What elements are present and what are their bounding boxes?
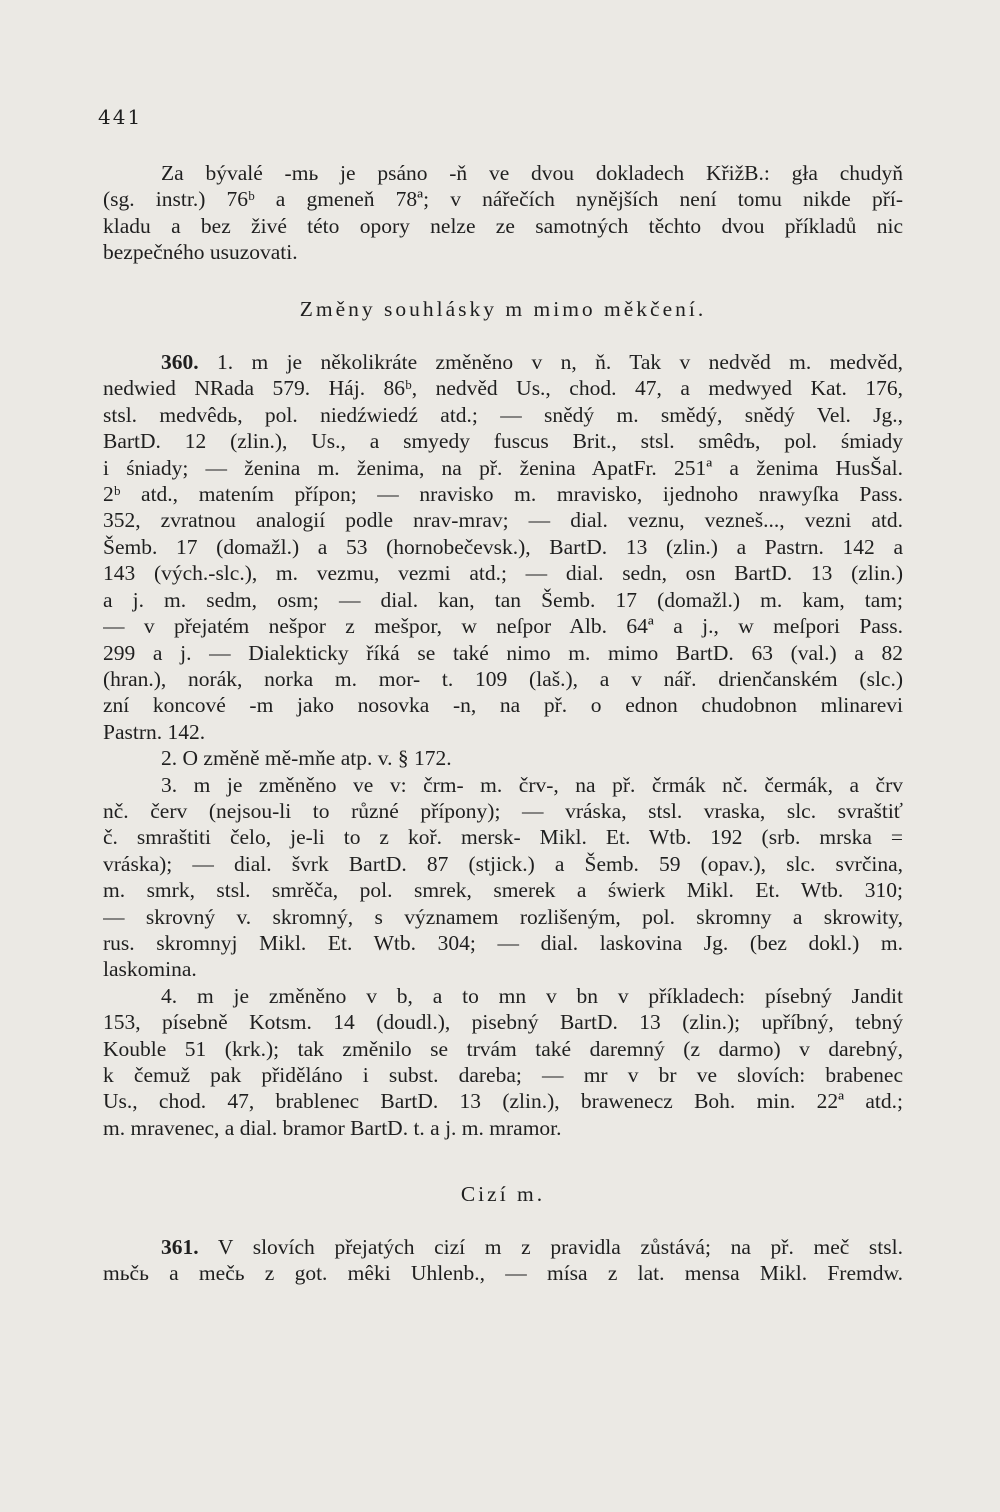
text-line: 2. O změně mě-mňe atp. v. § 172. <box>161 746 452 771</box>
section-361 <box>103 1234 903 1287</box>
text-line: Kouble 51 (krk.); tak změnilo se trvám také daremný (z darmo) v darebný, <box>103 1036 903 1061</box>
text-line: bezpečného usuzovati. <box>103 240 298 265</box>
text-line: 3. m je změněno ve v: črm- m. črv-, na př. črmák nč. čermák, a črv <box>161 772 903 797</box>
text-line: Us., chod. 47, brablenec BartD. 13 (zlin.), brawenecz Boh. min. 22ª atd.; <box>103 1089 903 1114</box>
section-number: 361. <box>161 1234 199 1259</box>
intro-paragraph <box>103 160 903 266</box>
text-line <box>103 1234 903 1260</box>
section-heading: Změny souhlásky m mimo měkčení. <box>299 296 707 321</box>
text-line: a j. m. sedm, osm; — dial. kan, tan Šemb. 17 (domažl.) m. kam, tam; <box>103 587 903 612</box>
text-line: (sg. instr.) 76ᵇ a gmeneň 78ª; v nářečích nynějších není tomu nikde pří- <box>103 187 903 212</box>
text-line: 2ᵇ atd., matením přípon; — nravisko m. mravisko, ijednoho nrawyſka Pass. <box>103 482 903 507</box>
text-line: 4. m je změněno v b, a to mn v bn v příkladech: písebný Jandit <box>161 983 903 1008</box>
page-number: 441 <box>98 105 143 129</box>
text-line: BartD. 12 (zlin.), Us., a smyedy fuscus Brit., stsl. smêdъ, pol. śmiady <box>103 429 903 454</box>
text-line: laskomina. <box>103 957 197 982</box>
text-line: rus. skromnyj Mikl. Et. Wtb. 304; — dial. laskovina Jg. (bez dokl.) m. <box>103 930 903 955</box>
text-line: 299 a j. — Dialekticky říká se také nimo m. mimo BartD. 63 (val.) a 82 <box>103 640 903 665</box>
section-number: 360. <box>161 350 199 375</box>
text-line: Pastrn. 142. <box>103 719 206 744</box>
text-line <box>103 349 903 375</box>
text-line: m. smrk, stsl. smrěča, pol. smrek, smerek a świerk Mikl. Et. Wtb. 310; <box>103 878 903 903</box>
text-line: i śniady; — ženina m. ženima, na př. ženina ApatFr. 251ª a ženima HusŠal. <box>103 455 903 480</box>
text-line: nč. červ (nejsou-li to různé přípony); — vráska, stsl. vraska, slc. svraštiť <box>103 798 903 823</box>
text-line: stsl. medvêdь, pol. niedźwiedź atd.; — snědý m. smědý, snědý Vel. Jg., <box>103 402 903 427</box>
text-line: Šemb. 17 (domažl.) a 53 (hornobečevsk.), BartD. 13 (zlin.) a Pastrn. 142 a <box>103 534 903 559</box>
section-360 <box>103 349 903 1141</box>
text-line: zní koncové -m jako nosovka -n, na př. o ednon chudobnon mlinarevi <box>103 693 903 718</box>
text-line: — skrovný v. skromný, s významem rozlišeným, pol. skromny a skrowity, <box>103 904 903 929</box>
text-line: 352, zvratnou analogií podle nrav-mrav; — dial. veznu, vezneš..., vezni atd. <box>103 508 903 533</box>
text-line: nedwied NRada 579. Háj. 86ᵇ, nedvěd Us., chod. 47, a medwyed Kat. 176, <box>103 376 903 401</box>
text-line: k čemuž pak přiděláno i subst. dareba; — mr v br ve slovích: brabenec <box>103 1063 903 1087</box>
text-line: Za bývalé -mь je psáno -ň ve dvou dokladech KřižB.: gła chudyň <box>161 161 903 185</box>
text-line: m. mravenec, a dial. bramor BartD. t. a j. m. mramor. <box>103 1115 562 1140</box>
text-line: 153, písebně Kotsm. 14 (doudl.), pisebný BartD. 13 (zlin.); upříbný, tebný <box>103 1010 903 1035</box>
text-line: mьčь a mečь z got. mêki Uhlenb., — mísa z lat. mensa Mikl. Fremdw. <box>103 1261 903 1286</box>
text-line: č. smraštiti čelo, je-li to z koř. mersk- Mikl. Et. Wtb. 192 (srb. mrska = <box>103 825 903 850</box>
text-line: kladu a bez živé této opory nelze ze samotných těchto dvou příkladů nic <box>103 213 903 238</box>
section-heading: Cizí m. <box>460 1182 546 1207</box>
text-line: vráska); — dial. švrk BartD. 87 (stjick.) a Šemb. 59 (opav.), slc. svrčina, <box>103 851 903 876</box>
text-line-content: V slovích přejatých cizí m z pravidla zůstává; na př. meč stsl. <box>217 1234 903 1259</box>
page-body <box>103 160 903 1286</box>
text-line: 143 (vých.-slc.), m. vezmu, vezmi atd.; — dial. sedn, osn BartD. 13 (zlin.) <box>103 561 903 586</box>
text-line: — v přejatém nešpor z mešpor, w neſpor Alb. 64ª a j., w meſpori Pass. <box>103 614 903 639</box>
text-line-content: 1. m je několikráte změněno v n, ň. Tak v nedvěd m. medvěd, <box>217 350 903 375</box>
text-line: (hran.), norák, norka m. mor- t. 109 (laš.), a v nář. drienčanském (slc.) <box>103 666 903 691</box>
